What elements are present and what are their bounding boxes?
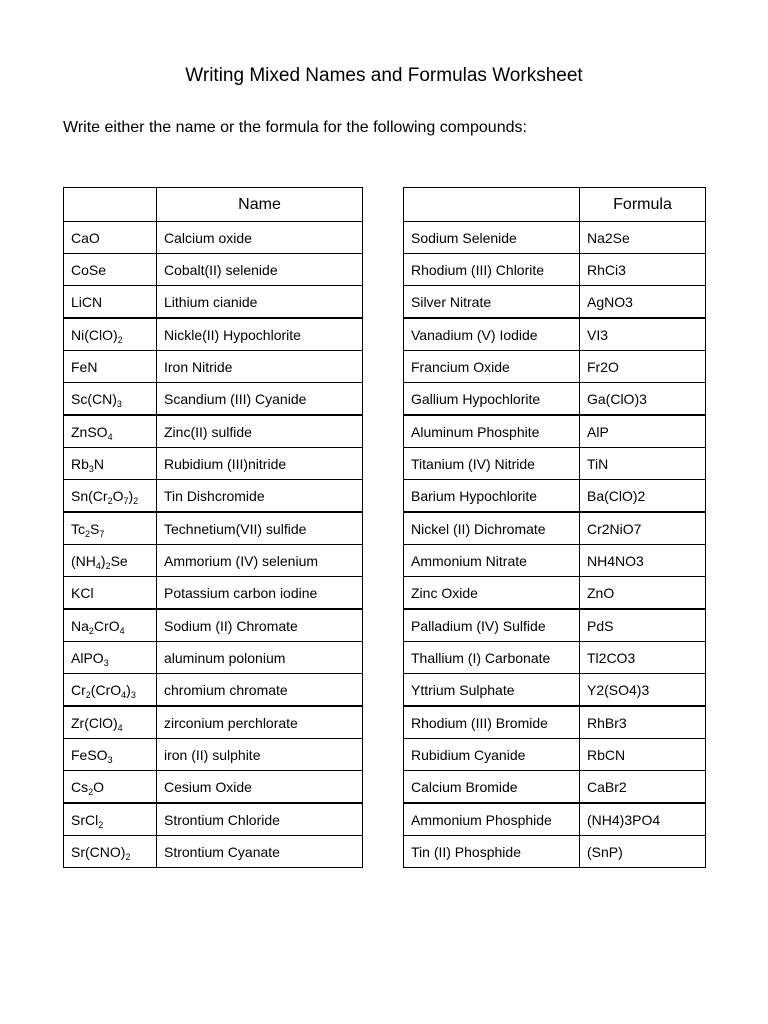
table-row [404, 286, 706, 319]
formula-cell: $Cs_2O$ [64, 771, 157, 804]
formula-cell: CaBr2 [580, 771, 706, 804]
formula-cell: PdS [580, 609, 706, 642]
name-cell: Iron Nitride [157, 351, 363, 383]
table-row [404, 448, 706, 480]
name-cell: Calcium oxide [157, 222, 363, 254]
table-header-row [404, 188, 706, 222]
formula-cell: $Sr(CNO)_2$ [64, 836, 157, 868]
formula-cell: $(NH_4)_2Se$ [64, 545, 157, 577]
formula-cell: $Zr(ClO)_4$ [64, 706, 157, 739]
name-table [63, 187, 363, 868]
table-row [64, 383, 363, 416]
formula-cell: $Sn(Cr_2O_7)_2$ [64, 480, 157, 513]
name-cell: Calcium Bromide [404, 771, 580, 804]
table-row [404, 318, 706, 351]
table-header-row [64, 188, 363, 222]
formula-cell: TiN [580, 448, 706, 480]
table-row [64, 480, 363, 513]
formula-cell: ZnSO$_4$ [64, 415, 157, 448]
formula-cell: Y2(SO4)3 [580, 674, 706, 707]
table-row [404, 351, 706, 383]
formula-cell: Tl2CO3 [580, 642, 706, 674]
formula-cell: AlPO$_3$ [64, 642, 157, 674]
name-cell: Zinc Oxide [404, 577, 580, 610]
table-row [404, 706, 706, 739]
name-cell: Rubidium Cyanide [404, 739, 580, 771]
name-cell: Cesium Oxide [157, 771, 363, 804]
name-cell: Tin (II) Phosphide [404, 836, 580, 868]
formula-cell: $Na_2CrO_4$ [64, 609, 157, 642]
name-cell: Rhodium (III) Bromide [404, 706, 580, 739]
table-row [64, 512, 363, 545]
table-row [404, 545, 706, 577]
name-cell: Sodium (II) Chromate [157, 609, 363, 642]
table-row [64, 318, 363, 351]
table-row [64, 577, 363, 610]
name-cell: aluminum polonium [157, 642, 363, 674]
name-cell: Ammorium (IV) selenium [157, 545, 363, 577]
name-cell: Barium Hypochlorite [404, 480, 580, 513]
formula-cell: Cr2NiO7 [580, 512, 706, 545]
formula-cell: RbCN [580, 739, 706, 771]
formula-cell: KCl [64, 577, 157, 610]
table-row [404, 222, 706, 254]
table-row [64, 286, 363, 319]
formula-column-header: Formula [580, 188, 706, 222]
name-cell: iron (II) sulphite [157, 739, 363, 771]
table-row [404, 674, 706, 707]
formula-cell: LiCN [64, 286, 157, 319]
name-cell: Thallium (I) Carbonate [404, 642, 580, 674]
table-row [64, 803, 363, 836]
table-row [404, 254, 706, 286]
header-blank-cell [64, 188, 157, 222]
name-cell: Palladium (IV) Sulfide [404, 609, 580, 642]
name-cell: Silver Nitrate [404, 286, 580, 319]
table-row [64, 254, 363, 286]
name-cell: Sodium Selenide [404, 222, 580, 254]
worksheet-title: Writing Mixed Names and Formulas Worksheet [185, 65, 583, 86]
table-row [64, 448, 363, 480]
formula-cell: CaO [64, 222, 157, 254]
formula-cell: Fr2O [580, 351, 706, 383]
table-row [404, 383, 706, 416]
table-row [64, 836, 363, 868]
name-cell: Aluminum Phosphite [404, 415, 580, 448]
formula-cell: AlP [580, 415, 706, 448]
formula-cell: $Ni(ClO)_2$ [64, 318, 157, 351]
name-cell: Nickel (II) Dichromate [404, 512, 580, 545]
table-row [404, 480, 706, 513]
formula-cell: Na2Se [580, 222, 706, 254]
formula-cell: NH4NO3 [580, 545, 706, 577]
formula-cell: (SnP) [580, 836, 706, 868]
formula-cell: SrCl$_2$ [64, 803, 157, 836]
formula-cell: Ga(ClO)3 [580, 383, 706, 416]
table-row [64, 706, 363, 739]
name-cell: Strontium Chloride [157, 803, 363, 836]
name-cell: Scandium (III) Cyanide [157, 383, 363, 416]
formula-cell: RhBr3 [580, 706, 706, 739]
formula-cell: VI3 [580, 318, 706, 351]
table-row [404, 512, 706, 545]
formula-cell: CoSe [64, 254, 157, 286]
formula-cell: RhCi3 [580, 254, 706, 286]
formula-cell: $Rb_3N$ [64, 448, 157, 480]
formula-cell: $Sc(CN)_3$ [64, 383, 157, 416]
worksheet-instructions: Write either the name or the formula for the following compounds: [63, 119, 527, 136]
formula-table [403, 187, 706, 868]
formula-cell: (NH4)3PO4 [580, 803, 706, 836]
table-row [64, 739, 363, 771]
name-cell: Strontium Cyanate [157, 836, 363, 868]
formula-cell: ZnO [580, 577, 706, 610]
name-cell: Lithium cianide [157, 286, 363, 319]
name-cell: Rhodium (III) Chlorite [404, 254, 580, 286]
name-cell: Ammonium Nitrate [404, 545, 580, 577]
formula-cell: FeSO$_3$ [64, 739, 157, 771]
table-row [404, 739, 706, 771]
name-cell: Titanium (IV) Nitride [404, 448, 580, 480]
name-cell: Nickle(II) Hypochlorite [157, 318, 363, 351]
table-row [404, 609, 706, 642]
table-row [404, 803, 706, 836]
formula-cell: Ba(ClO)2 [580, 480, 706, 513]
formula-cell: AgNO3 [580, 286, 706, 319]
table-row [64, 222, 363, 254]
table-row [404, 577, 706, 610]
table-row [404, 642, 706, 674]
name-cell: Tin Dishcromide [157, 480, 363, 513]
header-blank-cell [404, 188, 580, 222]
table-row [404, 415, 706, 448]
table-row [64, 609, 363, 642]
table-row [64, 771, 363, 804]
table-row [404, 771, 706, 804]
name-column-header: Name [157, 188, 363, 222]
table-row [64, 545, 363, 577]
name-cell: Yttrium Sulphate [404, 674, 580, 707]
formula-cell: $Tc_2S_7$ [64, 512, 157, 545]
formula-cell: FeN [64, 351, 157, 383]
name-cell: Ammonium Phosphide [404, 803, 580, 836]
name-cell: chromium chromate [157, 674, 363, 707]
name-cell: Potassium carbon iodine [157, 577, 363, 610]
table-row [64, 351, 363, 383]
table-row [64, 642, 363, 674]
formula-cell: $Cr_2(CrO_4)_3$ [64, 674, 157, 707]
name-cell: Technetium(VII) sulfide [157, 512, 363, 545]
name-cell: Francium Oxide [404, 351, 580, 383]
name-cell: Vanadium (V) Iodide [404, 318, 580, 351]
name-cell: Gallium Hypochlorite [404, 383, 580, 416]
name-cell: Zinc(II) sulfide [157, 415, 363, 448]
table-row [404, 836, 706, 868]
table-row [64, 415, 363, 448]
name-cell: Rubidium (III)nitride [157, 448, 363, 480]
table-row [64, 674, 363, 707]
name-cell: Cobalt(II) selenide [157, 254, 363, 286]
name-cell: zirconium perchlorate [157, 706, 363, 739]
